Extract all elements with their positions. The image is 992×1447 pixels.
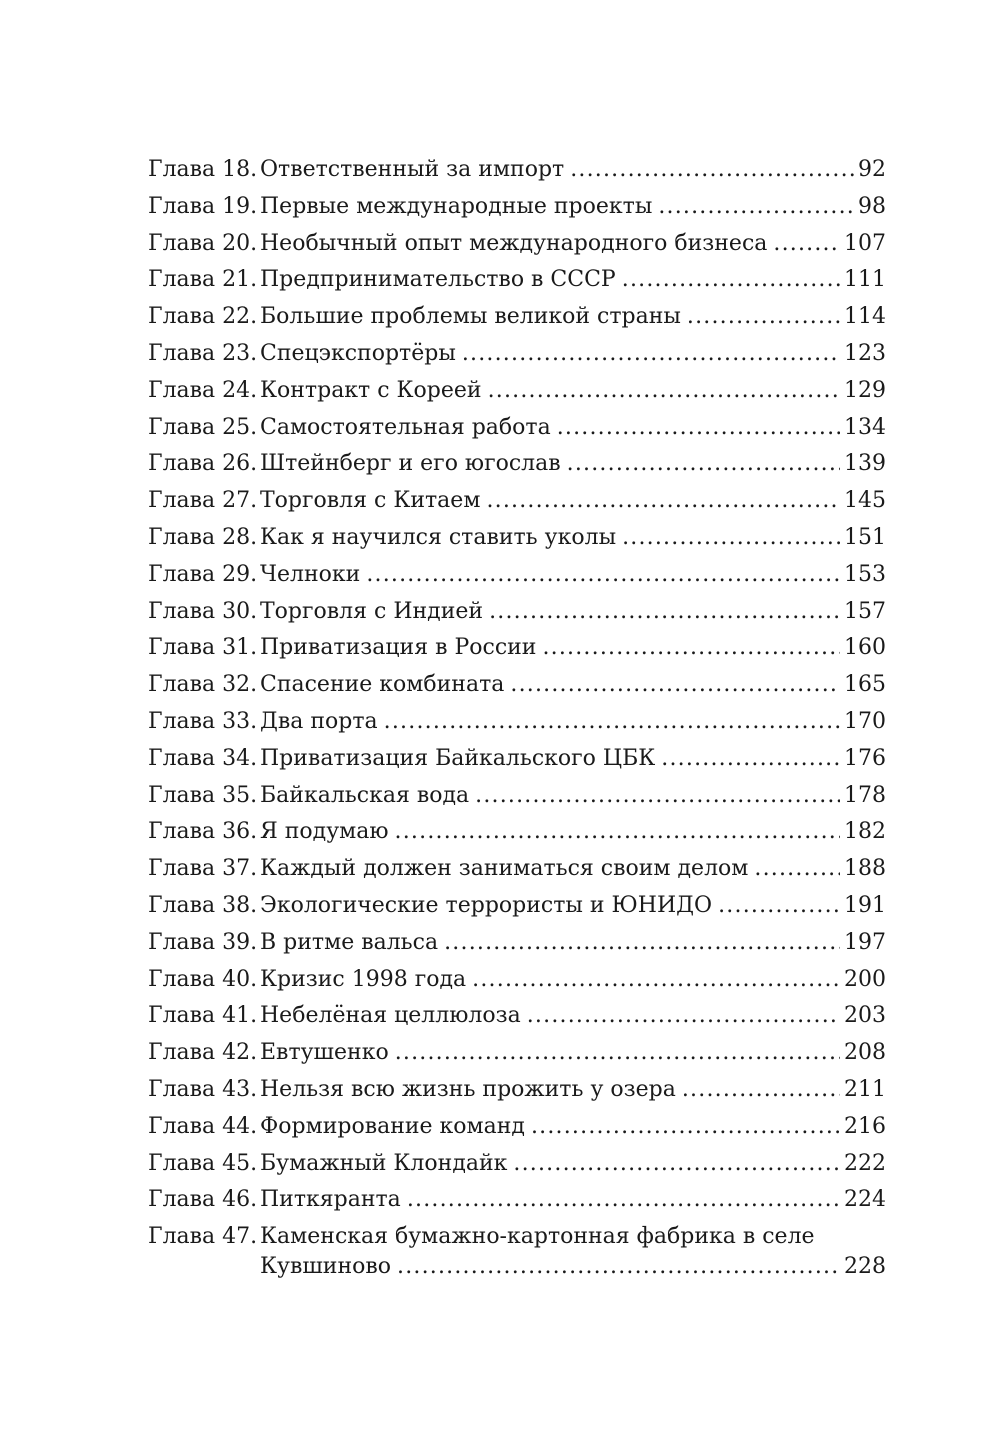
toc-entry-line [260, 814, 886, 851]
toc-entry-body [260, 998, 886, 1035]
toc-entry[interactable] [148, 998, 886, 1035]
toc-entry-line [260, 1072, 886, 1109]
toc-entry[interactable] [148, 226, 886, 263]
toc-entry[interactable] [148, 410, 886, 447]
toc-entry-body [260, 630, 886, 667]
dot-leader [395, 814, 840, 851]
toc-chapter-number: Глава 21. [148, 267, 258, 293]
toc-chapter-number: Глава 25. [148, 414, 258, 440]
toc-entry-body [260, 594, 886, 631]
toc-title: Предпринимательство в СССР [260, 267, 616, 293]
toc-entry-last[interactable] [148, 1219, 886, 1286]
toc-title: Торговля с Китаем [260, 488, 481, 514]
toc-title: Самостоятельная работа [260, 414, 551, 440]
toc-entry-line [260, 1035, 886, 1072]
toc-chapter-number: Глава 36. [148, 819, 258, 845]
toc-entry[interactable] [148, 925, 886, 962]
dot-leader [472, 962, 840, 999]
toc-entry-line [260, 1146, 886, 1183]
toc-chapter-number: Глава 28. [148, 524, 258, 550]
toc-page-number: 151 [844, 524, 886, 550]
toc-title: Штейнберг и его югослав [260, 451, 561, 477]
toc-entry-line [260, 888, 886, 925]
dot-leader [384, 704, 840, 741]
toc-title: Спецэкспортёры [260, 340, 456, 366]
toc-page-number: 134 [844, 414, 886, 440]
toc-entry-body [260, 262, 886, 299]
dot-leader [407, 1182, 840, 1219]
toc-entry-body [260, 741, 886, 778]
toc-chapter-number: Глава 27. [148, 488, 258, 514]
toc-page-number: 139 [844, 451, 886, 477]
toc-page-number: 170 [844, 708, 886, 734]
dot-leader [622, 262, 840, 299]
toc-title: Питкяранта [260, 1187, 401, 1213]
toc-entry-body [260, 557, 886, 594]
toc-entry-line [260, 741, 886, 778]
toc-entry[interactable] [148, 446, 886, 483]
toc-entry[interactable] [148, 630, 886, 667]
toc-chapter-number: Глава 35. [148, 782, 258, 808]
toc-entry-body [260, 336, 886, 373]
toc-title: Торговля с Индией [260, 598, 484, 624]
toc-chapter-number: Глава 29. [148, 561, 258, 587]
toc-entry-body [260, 410, 886, 447]
toc-entry-body [260, 667, 886, 704]
toc-page-number: 178 [844, 782, 886, 808]
toc-entry[interactable] [148, 741, 886, 778]
toc-entry-line [260, 704, 886, 741]
toc-title-line-2 [260, 1249, 886, 1286]
toc-title: Каменская бумажно-картонная фабрика в селе [260, 1224, 815, 1250]
toc-entry[interactable] [148, 667, 886, 704]
toc-chapter-number: Глава 38. [148, 892, 258, 918]
dot-leader [462, 336, 840, 373]
toc-entry-line [260, 189, 886, 226]
toc-entry-body [260, 373, 886, 410]
dot-leader [557, 410, 840, 447]
toc-entry[interactable] [148, 520, 886, 557]
toc-title: В ритме вальса [260, 929, 439, 955]
toc-entry-body [260, 299, 886, 336]
toc-entry[interactable] [148, 962, 886, 999]
toc-entry-body [260, 1146, 886, 1183]
toc-chapter-number: Глава 40. [148, 966, 258, 992]
toc-entry-line [260, 962, 886, 999]
toc-entry-body [260, 189, 886, 226]
toc-entry-line [260, 1182, 886, 1219]
toc-chapter-number: Глава 26. [148, 451, 258, 477]
toc-chapter-number: Глава 34. [148, 745, 258, 771]
dot-leader [682, 1072, 840, 1109]
toc-chapter-number: Глава 30. [148, 598, 258, 624]
toc-entry-line [260, 446, 886, 483]
toc-entry-line [260, 925, 886, 962]
toc-chapter-number: Глава 31. [148, 635, 258, 661]
dot-leader [444, 925, 840, 962]
toc-chapter-number: Глава 42. [148, 1040, 258, 1066]
toc-title: Нельзя всю жизнь прожить у озера [260, 1076, 676, 1102]
toc-page-number: 107 [844, 230, 886, 256]
toc-page-number: 200 [844, 966, 886, 992]
dot-leader [366, 557, 840, 594]
toc-page-number: 160 [844, 635, 886, 661]
toc-entry[interactable] [148, 704, 886, 741]
toc-chapter-number: Глава 47. [148, 1224, 258, 1250]
toc-page-number: 211 [844, 1076, 886, 1102]
toc-title: Ответственный за импорт [260, 157, 565, 182]
toc-chapter-number: Глава 24. [148, 377, 258, 403]
toc-title: Экологические террористы и ЮНИДО [260, 892, 713, 918]
toc-entry[interactable] [148, 1072, 886, 1109]
toc-chapter-number: Глава 32. [148, 672, 258, 698]
table-of-contents [148, 152, 886, 1286]
toc-entry-line [260, 520, 886, 557]
toc-title: Я подумаю [260, 819, 389, 845]
toc-entry-body [260, 1035, 886, 1072]
toc-entry-body [260, 1072, 886, 1109]
toc-chapter-number: Глава 37. [148, 856, 258, 882]
toc-title: Спасение комбината [260, 672, 505, 698]
toc-page-number: 228 [844, 1254, 886, 1280]
toc-chapter-number: Глава 41. [148, 1003, 258, 1029]
toc-title: Бумажный Клондайк [260, 1150, 508, 1176]
toc-entry-line [260, 410, 886, 447]
toc-entry-body [260, 704, 886, 741]
toc-page-number: 157 [844, 598, 886, 624]
toc-title: Небелёная целлюлоза [260, 1003, 521, 1029]
toc-page-number: 114 [844, 304, 886, 330]
toc-entry[interactable] [148, 594, 886, 631]
dot-leader [510, 667, 840, 704]
toc-page-number: 224 [844, 1187, 886, 1213]
dot-leader [488, 373, 840, 410]
toc-page-number: 98 [858, 193, 886, 219]
dot-leader [531, 1109, 840, 1146]
toc-title: Каждый должен заниматься своим делом [260, 856, 749, 882]
toc-entry-line [260, 778, 886, 815]
toc-chapter-number: Глава 45. [148, 1150, 258, 1176]
toc-page-number: 191 [844, 892, 886, 918]
toc-entry-body [260, 888, 886, 925]
dot-leader [527, 998, 840, 1035]
toc-list [148, 152, 886, 1219]
toc-title: Евтушенко [260, 1040, 389, 1066]
toc-entry-line [260, 557, 886, 594]
toc-page-number: 153 [844, 561, 886, 587]
toc-page-number: 129 [844, 377, 886, 403]
toc-entry[interactable] [148, 152, 886, 189]
toc-title: Приватизация в России [260, 635, 537, 661]
toc-entry-body [260, 1219, 886, 1286]
toc-entry[interactable] [148, 373, 886, 410]
dot-leader [661, 741, 840, 778]
toc-chapter-number: Глава 33. [148, 708, 258, 734]
toc-entry[interactable] [148, 851, 886, 888]
toc-entry[interactable] [148, 1109, 886, 1146]
dot-leader [718, 888, 840, 925]
toc-entry-line [260, 152, 886, 189]
toc-title: Как я научился ставить уколы [260, 524, 617, 550]
toc-page-number: 203 [844, 1003, 886, 1029]
toc-chapter-number: Глава 46. [148, 1187, 258, 1213]
dot-leader [622, 520, 840, 557]
toc-entry-line [260, 851, 886, 888]
dot-leader [395, 1035, 840, 1072]
toc-entry-body [260, 1109, 886, 1146]
toc-page-number: 208 [844, 1040, 886, 1066]
dot-leader [567, 446, 840, 483]
toc-entry[interactable] [148, 483, 886, 520]
toc-title: Приватизация Байкальского ЦБК [260, 745, 656, 771]
toc-entry[interactable] [148, 557, 886, 594]
toc-entry[interactable] [148, 1146, 886, 1183]
toc-entry-line [260, 667, 886, 704]
toc-entry-body [260, 446, 886, 483]
dot-leader [754, 851, 840, 888]
toc-entry-body [260, 778, 886, 815]
toc-entry[interactable] [148, 778, 886, 815]
toc-entry[interactable] [148, 189, 886, 226]
toc-chapter-number: Глава 20. [148, 230, 258, 256]
toc-page-number: 188 [844, 856, 886, 882]
toc-title: Первые международные проекты [260, 193, 653, 219]
toc-entry-body [260, 851, 886, 888]
toc-entry-body [260, 152, 886, 189]
dot-leader [570, 152, 854, 189]
toc-page-number: 176 [844, 745, 886, 771]
toc-entry-body [260, 520, 886, 557]
toc-entry-line [260, 373, 886, 410]
dot-leader [542, 630, 840, 667]
toc-title: Большие проблемы великой страны [260, 304, 681, 330]
toc-page-number: 182 [844, 819, 886, 845]
toc-page-number: 222 [844, 1150, 886, 1176]
toc-entry[interactable] [148, 1182, 886, 1219]
toc-title: Два порта [260, 708, 378, 734]
toc-title: Челноки [260, 561, 361, 587]
toc-title: Кризис 1998 года [260, 966, 467, 992]
toc-entry-body [260, 962, 886, 999]
toc-entry-body [260, 925, 886, 962]
toc-page-number: 197 [844, 929, 886, 955]
toc-chapter-number: Глава 44. [148, 1113, 258, 1139]
toc-chapter-number: Глава 19. [148, 193, 258, 219]
toc-entry[interactable] [148, 299, 886, 336]
toc-entry[interactable] [148, 336, 886, 373]
dot-leader [475, 778, 840, 815]
toc-entry-body [260, 483, 886, 520]
toc-page-number: 165 [844, 672, 886, 698]
toc-chapter-number: Глава 18. [148, 157, 258, 182]
toc-chapter-number: Глава 39. [148, 929, 258, 955]
dot-leader [773, 226, 840, 263]
toc-entry-line [260, 336, 886, 373]
toc-page-number: 145 [844, 488, 886, 514]
dot-leader [658, 189, 854, 226]
toc-page-number: 111 [844, 267, 886, 293]
toc-entry-line [260, 226, 886, 263]
toc-entry-body [260, 226, 886, 263]
toc-entry[interactable] [148, 814, 886, 851]
toc-title-line-1 [260, 1219, 886, 1249]
toc-entry-line [260, 483, 886, 520]
dot-leader [513, 1146, 840, 1183]
toc-entry-line [260, 299, 886, 336]
toc-title: Контракт с Кореей [260, 377, 482, 403]
toc-page-number: 216 [844, 1113, 886, 1139]
dot-leader [397, 1249, 840, 1286]
toc-entry-body [260, 814, 886, 851]
toc-entry-body [260, 1182, 886, 1219]
toc-title: Необычный опыт международного бизнеса [260, 230, 768, 256]
toc-chapter-number: Глава 23. [148, 340, 258, 366]
toc-page-number: 123 [844, 340, 886, 366]
toc-chapter-number: Глава 22. [148, 304, 258, 330]
toc-chapter-number: Глава 43. [148, 1076, 258, 1102]
toc-entry-line [260, 630, 886, 667]
dot-leader [489, 594, 840, 631]
toc-title: Формирование команд [260, 1113, 525, 1139]
dot-leader [486, 483, 840, 520]
toc-entry-line [260, 262, 886, 299]
toc-page-number: 92 [858, 157, 886, 182]
toc-title-continuation: Кувшиново [260, 1254, 392, 1280]
toc-entry-line [260, 998, 886, 1035]
toc-entry[interactable] [148, 1035, 886, 1072]
toc-title: Байкальская вода [260, 782, 470, 808]
dot-leader [687, 299, 840, 336]
toc-entry-line [260, 1109, 886, 1146]
toc-entry[interactable] [148, 262, 886, 299]
toc-entry[interactable] [148, 888, 886, 925]
toc-entry-line [260, 594, 886, 631]
